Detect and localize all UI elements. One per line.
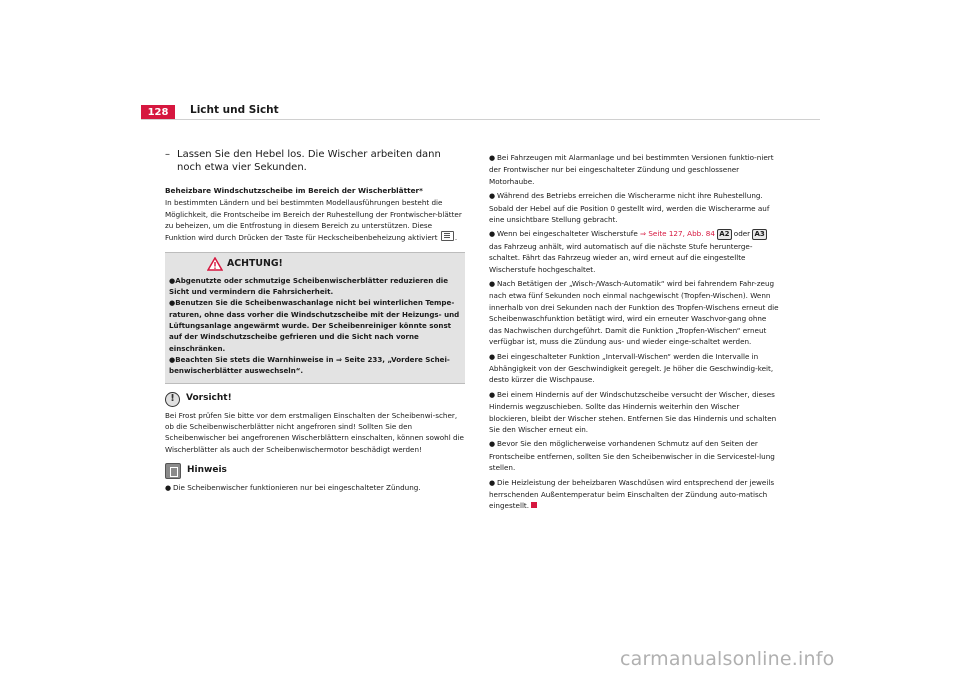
page-reference-link[interactable]: ⇒ Seite 127, Abb. 84 xyxy=(640,229,715,239)
callout-badge: A3 xyxy=(754,230,765,239)
list-item: ● Wenn bei eingeschalteter Wischerstufe ⇒ Seite 127, Abb. 84 A2 oder A3 das Fahrzeug anhält, wird automatisch auf die nächste Stufe herunterge-schaltet. Fährt das Fahrzeug wieder an, wird erneut auf die eingestellte Wischerstufe hochgeschaltet. xyxy=(489,229,765,274)
warning-item: ●Benutzen Sie die Scheibenwaschanlage nicht bei winterlichen Tempe-raturen, ohne dass vorher die Windschutzscheibe mit der Heizungs- und Lüftungsanlage angewärmt wurde. Der Scheibenreiniger könnte sonst auf der Windschutzscheibe gefrieren und die Sicht nach vorne einschränken. xyxy=(169,298,460,353)
warning-title: ACHTUNG! xyxy=(207,257,461,271)
page-reference-arrow: ⇒ xyxy=(336,354,342,364)
page-number: 128 xyxy=(141,105,175,120)
list-item: ● Bei einem Hindernis auf der Windschutzscheibe versucht der Wischer, dieses Hindernis wegzuschieben. Sollte das Hindernis weiterhin den Wischer blockieren, bleibt der Wischer stehen. Entfernen Sie das Hindernis und schalten Sie den Wischer erneut ein. xyxy=(489,389,777,434)
header-divider xyxy=(141,119,820,120)
list-item: ● Bei Fahrzeugen mit Alarmanlage und bei bestimmten Versionen funktio-niert der Frontwischer nur bei eingeschalteter Zündung und geschlossener Motorhaube. xyxy=(489,153,774,186)
right-column xyxy=(489,152,781,515)
note-heading: Hinweis xyxy=(165,463,465,479)
note-item: ● Die Scheibenwischer funktionieren nur bei eingeschalteter Zündung. xyxy=(165,483,421,493)
instruction-step: – Lassen Sie den Hebel los. Die Wischer arbeiten dann noch etwa vier Sekunden. xyxy=(165,149,441,174)
exclamation-circle-icon: ! xyxy=(165,392,180,407)
caution-heading: ! Vorsicht! xyxy=(165,392,465,407)
warning-triangle-icon xyxy=(207,257,223,271)
note-icon xyxy=(165,463,181,479)
warning-item: ●Beachten Sie stets die Warnhinweise in ⇒ Seite 233, „Vordere Schei-benwischerblätter auswechseln“. xyxy=(169,354,450,376)
list-item: ● Bevor Sie den möglicherweise vorhandenen Schmutz auf den Seiten der Frontscheibe entfernen, sollten Sie den Scheibenwischer in die Servicestel-lung stellen. xyxy=(489,439,775,473)
heated-windshield-heading: Beheizbare Windschutzscheibe im Bereich der Wischerblätter* xyxy=(165,185,423,195)
heated-windshield-text: In bestimmten Ländern und bei bestimmten Modellausführungen besteht die Möglichkeit, die Frontscheibe im Bereich der Ruhestellung der Frontwischer-blätter zu beheizen, um die Entfrostung in diesem Bereich zu unterstützen. Diese Funktion wird durch Drücken der Taste für Heckscheibenbeheizung aktiviert . xyxy=(165,198,462,243)
caution-text: Bei Frost prüfen Sie bitte vor dem erstmaligen Einschalten der Scheibenwi-scher, ob die Scheibenwischerblätter nicht angefroren sind! Sollten Sie den Scheibenwischer bei angefrorenen Wischerblättern einschalten, können sowohl die Wischerblätter als auch der Scheibenwischermotor beschädigt werden! xyxy=(165,410,464,454)
page-reference-link[interactable]: Seite 233, „Vordere Schei-benwischerblätter auswechseln“. xyxy=(169,354,450,376)
callout-badge: A2 xyxy=(719,230,730,239)
rear-window-heating-icon xyxy=(441,231,454,241)
watermark: carmanualsonline.info xyxy=(620,648,835,670)
section-end-marker xyxy=(531,502,537,508)
warning-box xyxy=(165,252,465,384)
list-item: ● Bei eingeschalteter Funktion „Intervall-Wischen“ werden die Intervalle in Abhängigkeit von der Geschwindigkeit geregelt. Je höher die Geschwindig-keit, desto kürzer die Wischpause. xyxy=(489,351,774,385)
section-title: Licht und Sicht xyxy=(190,104,279,116)
list-item: ● Nach Betätigen der „Wisch-/Wasch-Automatik“ wird bei fahrendem Fahr-zeug nach etwa fünf Sekunden noch einmal nachgewischt (Tropfen-Wischen). Wenn innerhalb von drei Sekunden nach der Funktion des Tropfen-Wischens erneut die Scheibenwaschfunktion betätigt wird, wird ein erneuter Waschvor-gang ohne das Nachwischen durchgeführt. Damit die Funktion „Tropfen-Wischen“ erneut verfügbar ist, muss die Zündung aus- und wieder einge-schaltet werden. xyxy=(489,279,779,347)
left-column xyxy=(165,148,465,495)
warning-item: ●Abgenutzte oder schmutzige Scheibenwischerblätter reduzieren die Sicht und vermindern die Fahrsicherheit. xyxy=(169,275,449,297)
list-item: ● Während des Betriebs erreichen die Wischerarme nicht ihre Ruhestellung. Sobald der Hebel auf die Position 0 gestellt wird, werden die Wischerarme auf eine unsichtbare Stellung gebracht. xyxy=(489,191,770,225)
list-item: ● Die Heizleistung der beheizbaren Waschdüsen wird entsprechend der jeweils herrschenden Außentemperatur beim Einschalten der Zündung auto-matisch eingestellt. xyxy=(489,477,775,511)
